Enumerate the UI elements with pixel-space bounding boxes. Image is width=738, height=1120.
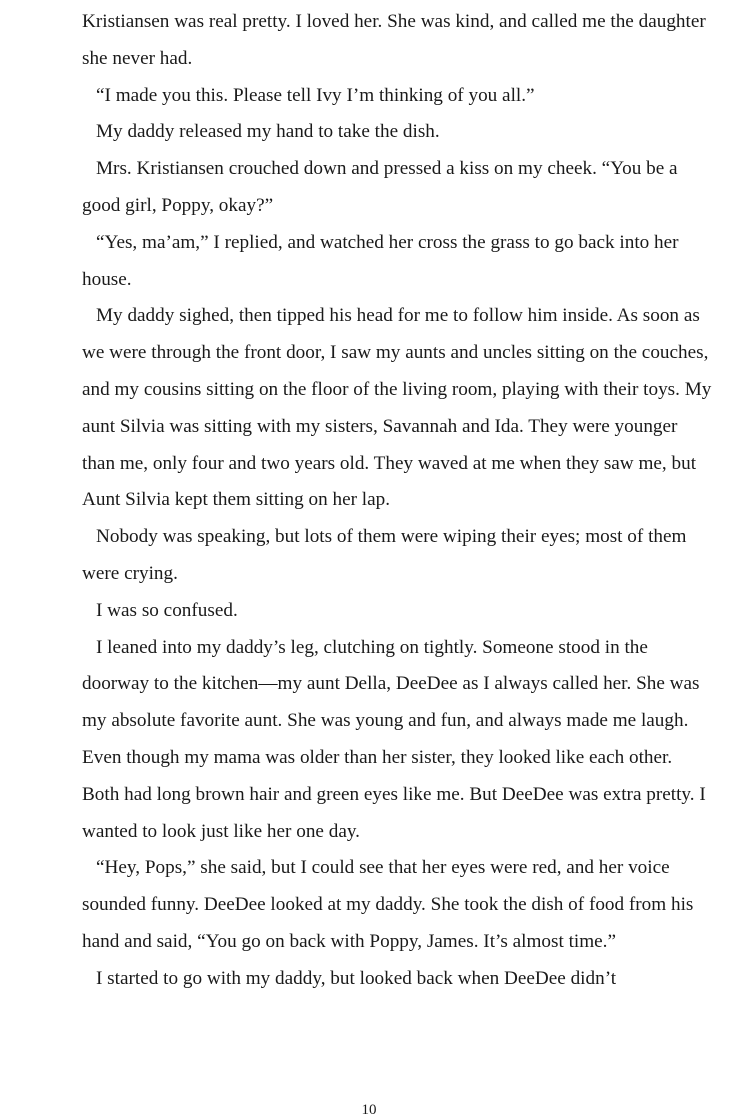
paragraph: My daddy released my hand to take the dish. — [96, 121, 440, 143]
paragraph: I was so confused. — [96, 599, 238, 621]
paragraph: I leaned into my daddy’s leg, clutching on tightly. Someone stood in the doorway to the kitchen—my aunt Della, DeeDee as I always called her. She was my absolute favorite aunt. She was young and fun, and always made me laugh. Even though my mama was older than her sister, they looked like each other. Both had long brown hair and green eyes like me. But DeeDee was extra pretty. I wanted to look just like her one day. — [82, 636, 706, 842]
paragraph: Nobody was speaking, but lots of them were wiping their eyes; most of them were crying. — [82, 526, 687, 584]
paragraph: I started to go with my daddy, but looked back when DeeDee didn’t — [96, 967, 617, 989]
paragraph: Mrs. Kristiansen crouched down and pressed a kiss on my cheek. “You be a good girl, Poppy, okay?” — [82, 158, 678, 216]
paragraph: “Hey, Pops,” she said, but I could see that her eyes were red, and her voice sounded funny. DeeDee looked at my daddy. She took the dish of food from his hand and said, “You go on back with Poppy, James. It’s almost time.” — [82, 857, 694, 952]
page-number: 10 — [361, 1102, 377, 1118]
paragraph: Kristiansen was real pretty. I loved her. She was kind, and called me the daughter she never had. — [82, 11, 706, 69]
paragraph: My daddy sighed, then tipped his head for me to follow him inside. As soon as we were through the front door, I saw my aunts and uncles sitting on the couches, and my cousins sitting on the floor of the living room, playing with their toys. My aunt Silvia was sitting with my sisters, Savannah and Ida. They were younger than me, only four and two years old. They waved at me when they saw me, but Aunt Silvia kept them sitting on her lap. — [82, 305, 712, 511]
paragraph: “I made you this. Please tell Ivy I’m thinking of you all.” — [96, 84, 535, 106]
paragraph: “Yes, ma’am,” I replied, and watched her cross the grass to go back into her house. — [82, 231, 679, 290]
body-text — [82, 4, 712, 998]
